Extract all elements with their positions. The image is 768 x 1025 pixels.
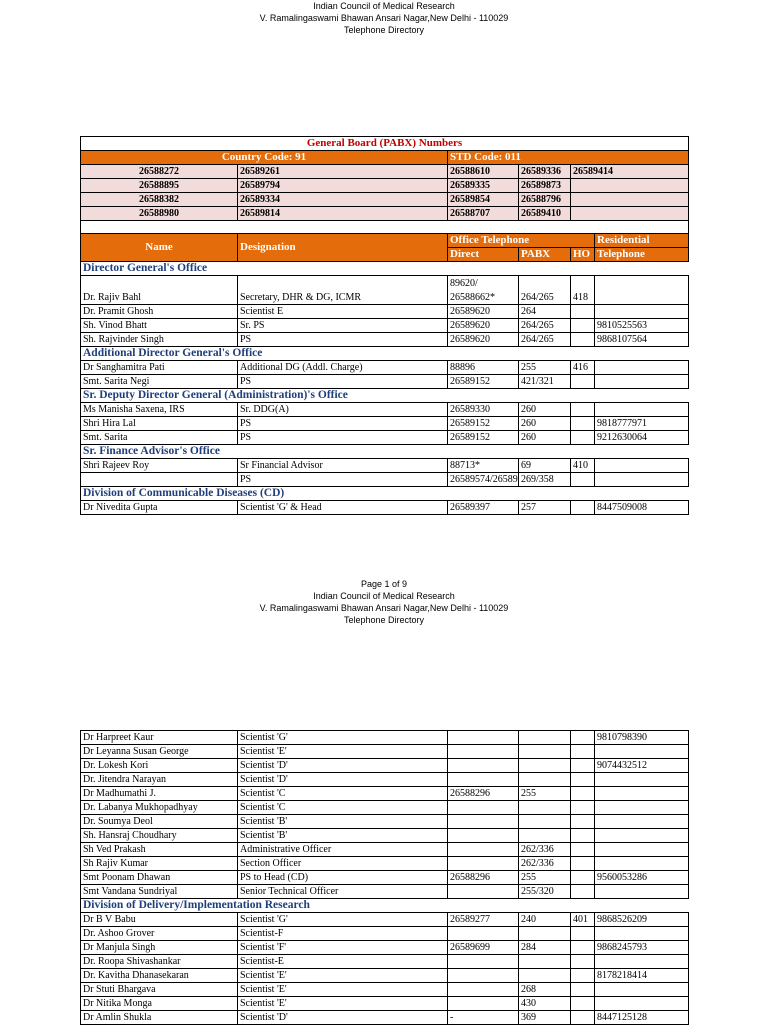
- pabx-extension: 255/320: [519, 885, 571, 899]
- direct-phone: [448, 829, 519, 843]
- designation: PS to Head (CD): [238, 871, 448, 885]
- residential-phone: [595, 927, 689, 941]
- residential-phone: [595, 473, 689, 487]
- direct-phone: [448, 969, 519, 983]
- directory-row: [81, 913, 689, 927]
- section-title: Sr. Finance Advisor's Office: [81, 445, 689, 459]
- column-ho: HO: [571, 248, 595, 262]
- org-address: V. Ramalingaswami Bhawan Ansari Nagar,New Delhi - 110029: [259, 13, 509, 23]
- residential-phone: 9074432512: [595, 759, 689, 773]
- org-name-2: Indian Council of Medical Research: [313, 591, 455, 601]
- ho-extension: [571, 276, 595, 291]
- pabx-extension: [519, 745, 571, 759]
- person-name: Dr Nivedita Gupta: [81, 501, 238, 515]
- board-row: [81, 193, 689, 207]
- pabx-extension: 430: [519, 997, 571, 1011]
- spacer-row: [81, 221, 689, 234]
- direct-phone: 88713*: [448, 459, 519, 473]
- directory-row: [81, 955, 689, 969]
- pabx-extension: [519, 955, 571, 969]
- pabx-extension: 255: [519, 361, 571, 375]
- person-name: Dr. Kavitha Dhanasekaran: [81, 969, 238, 983]
- person-name: [81, 473, 238, 487]
- person-name: Shri Hira Lal: [81, 417, 238, 431]
- designation: PS: [238, 333, 448, 347]
- directory-row: [81, 997, 689, 1011]
- direct-phone: 26589699: [448, 941, 519, 955]
- person-name: [81, 276, 238, 291]
- board-number: 26589794: [238, 179, 448, 193]
- board-row: [81, 207, 689, 221]
- designation: Scientist 'B': [238, 815, 448, 829]
- designation: Additional DG (Addl. Charge): [238, 361, 448, 375]
- residential-phone: [595, 997, 689, 1011]
- residential-phone: [595, 857, 689, 871]
- country-code: Country Code: 91: [81, 151, 448, 165]
- directory-row: [81, 773, 689, 787]
- directory-row: [81, 871, 689, 885]
- residential-phone: 9560053286: [595, 871, 689, 885]
- residential-phone: 8178218414: [595, 969, 689, 983]
- pabx-extension: [519, 276, 571, 291]
- designation: Secretary, DHR & DG, ICMR: [238, 290, 448, 305]
- directory-row: [81, 983, 689, 997]
- person-name: Dr Manjula Singh: [81, 941, 238, 955]
- board-number: 26588707: [448, 207, 519, 221]
- designation: Scientist 'E': [238, 969, 448, 983]
- ho-extension: [571, 941, 595, 955]
- pabx-extension: 240: [519, 913, 571, 927]
- ho-extension: [571, 983, 595, 997]
- column-header: [81, 234, 689, 248]
- direct-phone: 26589620: [448, 333, 519, 347]
- direct-phone: [448, 927, 519, 941]
- ho-extension: [571, 857, 595, 871]
- designation: Scientist 'E': [238, 745, 448, 759]
- section-heading: [81, 487, 689, 501]
- residential-phone: [595, 815, 689, 829]
- board-number: [571, 179, 689, 193]
- person-name: Dr Leyanna Susan George: [81, 745, 238, 759]
- board-number: 26589414: [571, 165, 689, 179]
- board-number: 26588796: [519, 193, 571, 207]
- directory-row: [81, 843, 689, 857]
- residential-phone: 9212630064: [595, 431, 689, 445]
- directory-row: [81, 403, 689, 417]
- direct-phone: 89620/: [448, 276, 519, 291]
- designation: Scientist 'C: [238, 801, 448, 815]
- directory-row: [81, 857, 689, 871]
- column-direct: Direct: [448, 248, 519, 262]
- board-number: 26588895: [81, 179, 238, 193]
- directory-row: [81, 801, 689, 815]
- pabx-extension: 260: [519, 431, 571, 445]
- directory-row: [81, 473, 689, 487]
- direct-phone: 26589330: [448, 403, 519, 417]
- ho-extension: [571, 431, 595, 445]
- pabx-extension: [519, 969, 571, 983]
- column-designation: Designation: [238, 234, 448, 262]
- person-name: Sh. Vinod Bhatt: [81, 319, 238, 333]
- directory-row: [81, 815, 689, 829]
- directory-row: [81, 417, 689, 431]
- board-number: [571, 193, 689, 207]
- ho-extension: [571, 871, 595, 885]
- ho-extension: [571, 375, 595, 389]
- ho-extension: [571, 745, 595, 759]
- residential-phone: [595, 983, 689, 997]
- direct-phone: 26589620: [448, 319, 519, 333]
- direct-phone: 26589152: [448, 431, 519, 445]
- directory-row: [81, 375, 689, 389]
- residential-phone: [595, 459, 689, 473]
- pabx-extension: 257: [519, 501, 571, 515]
- ho-extension: [571, 473, 595, 487]
- direct-phone: 26589277: [448, 913, 519, 927]
- pabx-extension: [519, 773, 571, 787]
- designation: PS: [238, 431, 448, 445]
- person-name: Dr. Roopa Shivashankar: [81, 955, 238, 969]
- designation: Scientist 'E': [238, 983, 448, 997]
- designation: PS: [238, 473, 448, 487]
- section-heading: [81, 347, 689, 361]
- directory-row: [81, 431, 689, 445]
- column-pabx: PABX: [519, 248, 571, 262]
- direct-phone: 26589397: [448, 501, 519, 515]
- residential-phone: 8447509008: [595, 501, 689, 515]
- ho-extension: [571, 501, 595, 515]
- pabx-extension: 264: [519, 305, 571, 319]
- ho-extension: [571, 1011, 595, 1025]
- ho-extension: [571, 787, 595, 801]
- person-name: Dr. Ashoo Grover: [81, 927, 238, 941]
- designation: Scientist 'C: [238, 787, 448, 801]
- board-row: [81, 165, 689, 179]
- ho-extension: [571, 417, 595, 431]
- residential-phone: [595, 403, 689, 417]
- direct-phone: 26588296: [448, 871, 519, 885]
- person-name: Sh. Hansraj Choudhary: [81, 829, 238, 843]
- designation: Scientist 'F': [238, 941, 448, 955]
- pabx-extension: 268: [519, 983, 571, 997]
- pabx-extension: 369: [519, 1011, 571, 1025]
- doc-title: Telephone Directory: [343, 25, 425, 35]
- direct-phone: [448, 773, 519, 787]
- designation: Scientist 'D': [238, 773, 448, 787]
- residential-phone: [595, 305, 689, 319]
- pabx-extension: [519, 927, 571, 941]
- ho-extension: [571, 843, 595, 857]
- ho-extension: [571, 927, 595, 941]
- spacer: [81, 221, 689, 234]
- ho-extension: [571, 829, 595, 843]
- direct-phone: 88896: [448, 361, 519, 375]
- person-name: Sh Ved Prakash: [81, 843, 238, 857]
- section-title: Division of Communicable Diseases (CD): [81, 487, 689, 501]
- direct-phone: 26589152: [448, 375, 519, 389]
- residential-phone: 8447125128: [595, 1011, 689, 1025]
- board-number: 26589334: [238, 193, 448, 207]
- direct-phone: 26589152: [448, 417, 519, 431]
- doc-title-2: Telephone Directory: [343, 615, 425, 625]
- designation: Senior Technical Officer: [238, 885, 448, 899]
- direct-phone: -: [448, 1011, 519, 1025]
- board-number: 26588272: [81, 165, 238, 179]
- pabx-extension: 260: [519, 417, 571, 431]
- board-number: 26589335: [448, 179, 519, 193]
- direct-phone: 26588296: [448, 787, 519, 801]
- pabx-extension: [519, 829, 571, 843]
- pabx-extension: 69: [519, 459, 571, 473]
- residential-phone: 9818777971: [595, 417, 689, 431]
- section-title: Director General's Office: [81, 262, 689, 276]
- ho-extension: 410: [571, 459, 595, 473]
- direct-phone: [448, 983, 519, 997]
- direct-phone: [448, 815, 519, 829]
- ho-extension: [571, 333, 595, 347]
- board-number: 26589261: [238, 165, 448, 179]
- designation: Sr Financial Advisor: [238, 459, 448, 473]
- board-number: 26589814: [238, 207, 448, 221]
- org-name: Indian Council of Medical Research: [313, 1, 455, 11]
- designation: Scientist 'E': [238, 997, 448, 1011]
- ho-extension: [571, 955, 595, 969]
- direct-phone: 26588662*: [448, 290, 519, 305]
- designation: Scientist 'G': [238, 731, 448, 745]
- ho-extension: 418: [571, 290, 595, 305]
- directory-row: [81, 361, 689, 375]
- directory-row: [81, 885, 689, 899]
- pabx-extension: 264/265: [519, 290, 571, 305]
- residential-phone: 9810525563: [595, 319, 689, 333]
- pabx-extension: 269/358: [519, 473, 571, 487]
- designation: Scientist 'D': [238, 759, 448, 773]
- designation: Scientist 'G' & Head: [238, 501, 448, 515]
- direct-phone: [448, 997, 519, 1011]
- person-name: Dr Sanghamitra Pati: [81, 361, 238, 375]
- designation: Administrative Officer: [238, 843, 448, 857]
- designation: Scientist-F: [238, 927, 448, 941]
- person-name: Shri Rajeev Roy: [81, 459, 238, 473]
- section-heading: [81, 445, 689, 459]
- directory-row: [81, 759, 689, 773]
- pabx-extension: [519, 759, 571, 773]
- page-header-2: [0, 590, 768, 626]
- directory-row: [81, 501, 689, 515]
- residential-phone: [595, 787, 689, 801]
- person-name: Dr Stuti Bhargava: [81, 983, 238, 997]
- pabx-extension: 260: [519, 403, 571, 417]
- directory-row: [81, 941, 689, 955]
- residential-phone: [595, 829, 689, 843]
- designation: PS: [238, 375, 448, 389]
- directory-table-page-2: [80, 730, 689, 1025]
- std-code: STD Code: 011: [448, 151, 689, 165]
- designation: [238, 276, 448, 291]
- column-name: Name: [81, 234, 238, 262]
- board-number: 26589336: [519, 165, 571, 179]
- page-number: Page 1 of 9: [360, 579, 408, 589]
- pabx-extension: 421/321: [519, 375, 571, 389]
- person-name: Smt Poonam Dhawan: [81, 871, 238, 885]
- residential-phone: [595, 885, 689, 899]
- board-number: [571, 207, 689, 221]
- residential-phone: [595, 276, 689, 291]
- pabx-extension: 262/336: [519, 843, 571, 857]
- pabx-extension: 262/336: [519, 857, 571, 871]
- directory-row: [81, 459, 689, 473]
- person-name: Dr. Rajiv Bahl: [81, 290, 238, 305]
- direct-phone: [448, 759, 519, 773]
- org-address-2: V. Ramalingaswami Bhawan Ansari Nagar,New Delhi - 110029: [259, 603, 509, 613]
- person-name: Sh. Rajvinder Singh: [81, 333, 238, 347]
- residential-phone: 9810798390: [595, 731, 689, 745]
- ho-extension: [571, 815, 595, 829]
- designation: Sr. DDG(A): [238, 403, 448, 417]
- section-heading: [81, 262, 689, 276]
- person-name: Dr. Soumya Deol: [81, 815, 238, 829]
- person-name: Dr Amlin Shukla: [81, 1011, 238, 1025]
- residential-phone: [595, 955, 689, 969]
- person-name: Dr. Pramit Ghosh: [81, 305, 238, 319]
- directory-row: [81, 969, 689, 983]
- directory-row: [81, 276, 689, 291]
- direct-phone: 26589574/26589: [448, 473, 519, 487]
- person-name: Dr Harpreet Kaur: [81, 731, 238, 745]
- section-title: Sr. Deputy Director General (Administration)'s Office: [81, 389, 689, 403]
- designation: Scientist E: [238, 305, 448, 319]
- designation: Section Officer: [238, 857, 448, 871]
- column-telephone: Telephone: [595, 248, 689, 262]
- residential-phone: [595, 773, 689, 787]
- board-row: [81, 179, 689, 193]
- residential-phone: [595, 375, 689, 389]
- person-name: Dr. Jitendra Narayan: [81, 773, 238, 787]
- section-title: Division of Delivery/Implementation Research: [81, 899, 689, 913]
- pabx-extension: [519, 801, 571, 815]
- pabx-extension: 264/265: [519, 319, 571, 333]
- column-office-telephone: Office Telephone: [448, 234, 595, 248]
- person-name: Dr. Lokesh Kori: [81, 759, 238, 773]
- designation: PS: [238, 417, 448, 431]
- person-name: Smt. Sarita Negi: [81, 375, 238, 389]
- ho-extension: [571, 305, 595, 319]
- board-number: 26588382: [81, 193, 238, 207]
- designation: Scientist 'D': [238, 1011, 448, 1025]
- person-name: Smt. Sarita: [81, 431, 238, 445]
- section-heading: [81, 389, 689, 403]
- person-name: Dr B V Babu: [81, 913, 238, 927]
- direct-phone: [448, 745, 519, 759]
- ho-extension: [571, 403, 595, 417]
- section-heading: [81, 899, 689, 913]
- person-name: Smt Vandana Sundriyal: [81, 885, 238, 899]
- directory-row: [81, 333, 689, 347]
- directory-table-page-1: [80, 136, 689, 515]
- ho-extension: [571, 801, 595, 815]
- directory-row: [81, 927, 689, 941]
- directory-row: [81, 731, 689, 745]
- direct-phone: 26589620: [448, 305, 519, 319]
- page-header-1: [0, 0, 768, 36]
- person-name: Ms Manisha Saxena, IRS: [81, 403, 238, 417]
- directory-row: [81, 1011, 689, 1025]
- directory-row: [81, 787, 689, 801]
- residential-phone: 9868107564: [595, 333, 689, 347]
- person-name: Dr Madhumathi J.: [81, 787, 238, 801]
- directory-row: [81, 319, 689, 333]
- ho-extension: [571, 319, 595, 333]
- board-number: 26589873: [519, 179, 571, 193]
- pabx-extension: 264/265: [519, 333, 571, 347]
- directory-row: [81, 829, 689, 843]
- residential-phone: 9868526209: [595, 913, 689, 927]
- ho-extension: [571, 885, 595, 899]
- pabx-extension: 284: [519, 941, 571, 955]
- designation: Scientist 'G': [238, 913, 448, 927]
- person-name: Sh Rajiv Kumar: [81, 857, 238, 871]
- residential-phone: [595, 843, 689, 857]
- ho-extension: [571, 969, 595, 983]
- board-number: 26589854: [448, 193, 519, 207]
- board-number: 26588610: [448, 165, 519, 179]
- person-name: Dr Nitika Monga: [81, 997, 238, 1011]
- pabx-extension: [519, 731, 571, 745]
- direct-phone: [448, 801, 519, 815]
- direct-phone: [448, 731, 519, 745]
- board-number: 26589410: [519, 207, 571, 221]
- board-title: General Board (PABX) Numbers: [81, 137, 689, 151]
- residential-phone: [595, 290, 689, 305]
- residential-phone: [595, 745, 689, 759]
- designation: Scientist-E: [238, 955, 448, 969]
- ho-extension: 401: [571, 913, 595, 927]
- pabx-extension: 255: [519, 787, 571, 801]
- ho-extension: [571, 997, 595, 1011]
- pabx-extension: 255: [519, 871, 571, 885]
- ho-extension: [571, 773, 595, 787]
- person-name: Dr. Labanya Mukhopadhyay: [81, 801, 238, 815]
- direct-phone: [448, 857, 519, 871]
- directory-row: [81, 305, 689, 319]
- direct-phone: [448, 843, 519, 857]
- section-title: Additional Director General's Office: [81, 347, 689, 361]
- direct-phone: [448, 955, 519, 969]
- direct-phone: [448, 885, 519, 899]
- directory-row: [81, 745, 689, 759]
- ho-extension: [571, 759, 595, 773]
- ho-extension: [571, 731, 595, 745]
- designation: Scientist 'B': [238, 829, 448, 843]
- residential-phone: [595, 361, 689, 375]
- designation: Sr. PS: [238, 319, 448, 333]
- residential-phone: 9868245793: [595, 941, 689, 955]
- column-residential: Residential: [595, 234, 689, 248]
- board-number: 26588980: [81, 207, 238, 221]
- directory-row: [81, 290, 689, 305]
- residential-phone: [595, 801, 689, 815]
- ho-extension: 416: [571, 361, 595, 375]
- pabx-extension: [519, 815, 571, 829]
